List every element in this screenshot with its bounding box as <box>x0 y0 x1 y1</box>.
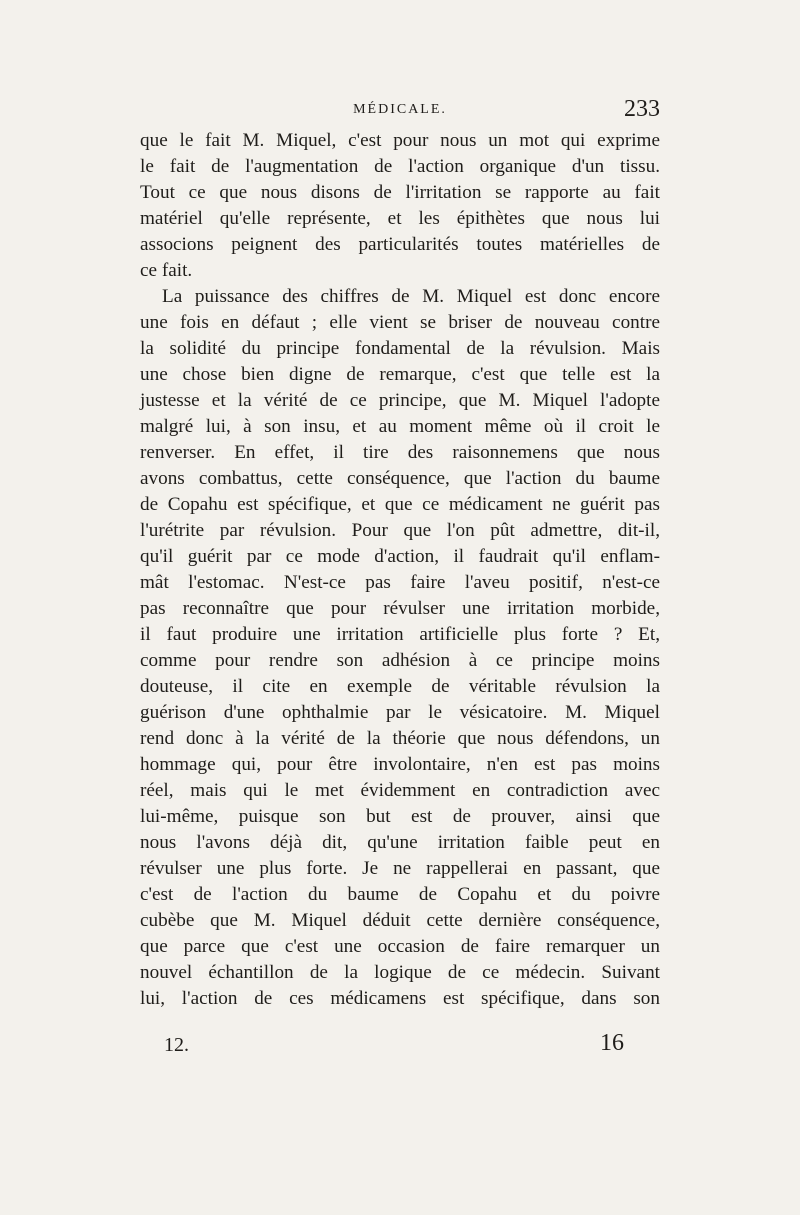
text-line: renverser. En effet, il tire des raisonnemens que nous <box>140 442 660 463</box>
text-line: rend donc à la vérité de la théorie que nous défendons, un <box>140 728 660 749</box>
sheet-number: 16 <box>600 1030 624 1056</box>
text-line: avons combattus, cette conséquence, que l'action du baume <box>140 468 660 489</box>
page-number: 233 <box>624 96 660 122</box>
text-line: il faut produire une irritation artificielle plus forte ? Et, <box>140 624 660 645</box>
text-line: une fois en défaut ; elle vient se briser de nouveau contre <box>140 312 660 333</box>
text-line: que parce que c'est une occasion de faire remarquer un <box>140 936 660 957</box>
running-title: MÉDICALE. <box>353 102 447 117</box>
text-line: le fait de l'augmentation de l'action organique d'un tissu. <box>140 156 660 177</box>
text-line: la solidité du principe fondamental de la révulsion. Mais <box>140 338 660 359</box>
text-line: cubèbe que M. Miquel déduit cette dernière conséquence, <box>140 910 660 931</box>
running-head <box>140 98 660 128</box>
text-line: douteuse, il cite en exemple de véritable révulsion la <box>140 676 660 697</box>
page-footer <box>140 1030 660 1066</box>
text-line: que le fait M. Miquel, c'est pour nous un mot qui exprime <box>140 130 660 151</box>
text-line: qu'il guérit par ce mode d'action, il faudrait qu'il enflam- <box>140 546 660 567</box>
text-line: associons peignent des particularités toutes matérielles de <box>140 234 660 255</box>
text-line: matériel qu'elle représente, et les épithètes que nous lui <box>140 208 660 229</box>
text-line: lui, l'action de ces médicamens est spécifique, dans son <box>140 988 660 1009</box>
text-line: La puissance des chiffres de M. Miquel est donc encore <box>162 286 660 307</box>
text-line: guérison d'une ophthalmie par le vésicatoire. M. Miquel <box>140 702 660 723</box>
text-line: mât l'estomac. N'est-ce pas faire l'aveu positif, n'est-ce <box>140 572 660 593</box>
text-line: révulser une plus forte. Je ne rappellerai en passant, que <box>140 858 660 879</box>
text-line: nous l'avons déjà dit, qu'une irritation faible peut en <box>140 832 660 853</box>
text-line: l'urétrite par révulsion. Pour que l'on pût admettre, dit-il, <box>140 520 660 541</box>
signature-mark: 12. <box>164 1034 189 1056</box>
text-line: réel, mais qui le met évidemment en contradiction avec <box>140 780 660 801</box>
body-text <box>140 128 660 1012</box>
text-line: comme pour rendre son adhésion à ce principe moins <box>140 650 660 671</box>
text-line: hommage qui, pour être involontaire, n'en est pas moins <box>140 754 660 775</box>
text-line: nouvel échantillon de la logique de ce médecin. Suivant <box>140 962 660 983</box>
text-line: lui-même, puisque son but est de prouver, ainsi que <box>140 806 660 827</box>
text-line: justesse et la vérité de ce principe, que M. Miquel l'adopte <box>140 390 660 411</box>
text-line: Tout ce que nous disons de l'irritation se rapporte au fait <box>140 182 660 203</box>
text-line: c'est de l'action du baume de Copahu et du poivre <box>140 884 660 905</box>
text-line: malgré lui, à son insu, et au moment même où il croit le <box>140 416 660 437</box>
text-line: de Copahu est spécifique, et que ce médicament ne guérit pas <box>140 494 660 515</box>
text-line: une chose bien digne de remarque, c'est que telle est la <box>140 364 660 385</box>
text-line: ce fait. <box>140 260 193 281</box>
text-line: pas reconnaître que pour révulser une irritation morbide, <box>140 598 660 619</box>
